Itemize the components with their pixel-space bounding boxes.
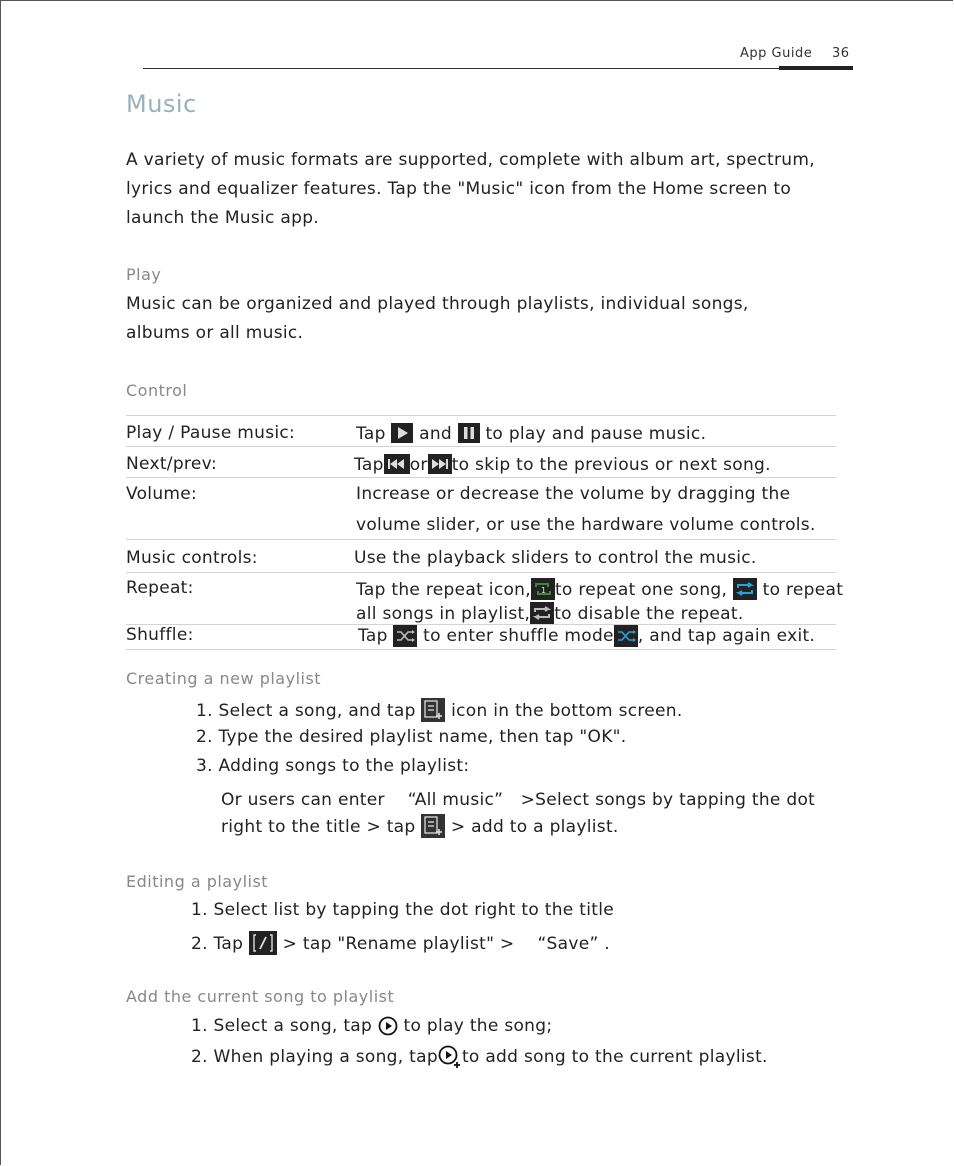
page-number: 36: [832, 46, 850, 61]
repeat-all-icon: [733, 578, 757, 600]
table-rule: [126, 572, 836, 573]
table-rule: [126, 477, 836, 478]
control-label-shuffle: Shuffle:: [126, 625, 194, 645]
new-playlist-heading: Creating a new playlist: [126, 669, 322, 688]
repeat-off-icon: [530, 602, 554, 624]
new-playlist-step-3: 3. Adding songs to the playlist:: [196, 756, 470, 776]
control-label-volume: Volume:: [126, 484, 198, 504]
add-playlist-icon: [421, 698, 445, 722]
step-text: 1. Select a song, and tap: [196, 701, 416, 721]
step-text: 2. When playing a song, tap: [191, 1047, 438, 1067]
control-desc-volume-line1: Increase or decrease the volume by dragging the: [356, 484, 791, 504]
page-title: Music: [126, 90, 197, 118]
edit-playlist-step-1: 1. Select list by tapping the dot right to the title: [191, 900, 614, 920]
control-desc-volume-line2: volume slider, or use the hardware volume controls.: [356, 515, 816, 535]
add-playlist-icon: [421, 814, 445, 838]
new-playlist-step-5: [221, 814, 619, 838]
desc-text: to play and pause music.: [485, 424, 707, 444]
desc-text: Tap: [358, 626, 388, 646]
step-text: right to the title > tap: [221, 817, 416, 837]
desc-text: , and tap again exit.: [637, 626, 816, 646]
edit-icon: [249, 931, 277, 955]
step-text: to play the song;: [403, 1016, 553, 1036]
desc-text: or: [409, 455, 428, 475]
step-text: icon in the bottom screen.: [451, 701, 683, 721]
control-desc-shuffle: [358, 625, 815, 647]
add-current-step-1: [191, 1016, 552, 1036]
play-circle-icon: [378, 1016, 398, 1036]
control-label-next-prev: Next/prev:: [126, 454, 218, 474]
pause-icon: [458, 423, 480, 443]
table-rule: [126, 446, 836, 447]
control-desc-play-pause: [356, 423, 706, 444]
shuffle-on-icon: [614, 625, 638, 647]
desc-text: to enter shuffle mode: [423, 626, 614, 646]
desc-text: Tap: [356, 424, 386, 444]
step-text: > add to a playlist.: [450, 817, 619, 837]
desc-text: to disable the repeat.: [554, 604, 744, 624]
new-playlist-step-1: [196, 698, 683, 722]
desc-text: to skip to the previous or next song.: [451, 455, 771, 475]
step-text: > tap "Rename playlist" > “Save” .: [282, 934, 610, 954]
desc-text: to repeat one song,: [554, 580, 728, 600]
add-current-heading: Add the current song to playlist: [126, 987, 395, 1006]
new-playlist-step-2: 2. Type the desired playlist name, then tap "OK".: [196, 727, 627, 747]
desc-text: Tap: [354, 455, 384, 475]
step-text: 1. Select a song, tap: [191, 1016, 373, 1036]
previous-icon: [384, 454, 410, 474]
svg-text:1: 1: [540, 586, 547, 595]
control-desc-repeat-line1: [356, 578, 843, 600]
header-accent: [779, 66, 853, 70]
next-icon: [428, 454, 452, 474]
shuffle-off-icon: [393, 625, 417, 647]
edit-playlist-step-2: [191, 929, 610, 955]
edit-playlist-heading: Editing a playlist: [126, 872, 269, 891]
desc-text: all songs in playlist,: [356, 604, 531, 624]
control-label-music-controls: Music controls:: [126, 548, 258, 568]
step-text: 2. Tap: [191, 934, 244, 954]
intro-paragraph: A variety of music formats are supported, complete with album art, spectrum, lyrics and equalizer features. Tap the "Music" icon from the Home screen to launch the Music app.: [126, 150, 815, 228]
table-rule: [126, 415, 836, 416]
header-section: App Guide: [740, 46, 813, 61]
control-desc-repeat-line2: [356, 602, 744, 624]
table-rule: [126, 539, 836, 540]
control-desc-music-controls: Use the playback sliders to control the music.: [354, 548, 757, 568]
play-add-icon: [438, 1045, 462, 1069]
control-label-repeat: Repeat:: [126, 578, 194, 598]
play-heading: Play: [126, 265, 162, 284]
play-paragraph: Music can be organized and played through playlists, individual songs, albums or all music.: [126, 294, 749, 343]
repeat-one-icon: [531, 578, 555, 600]
play-icon: [391, 423, 413, 443]
table-rule: [126, 649, 836, 650]
desc-text: Tap the repeat icon,: [356, 580, 531, 600]
new-playlist-step-4: Or users can enter “All music” >Select songs by tapping the dot: [221, 790, 816, 810]
step-text: to add song to the current playlist.: [461, 1047, 768, 1067]
control-heading: Control: [126, 381, 188, 400]
add-current-step-2: [191, 1045, 768, 1069]
desc-text: to repeat: [762, 580, 844, 600]
header-rule: [143, 68, 853, 69]
control-desc-next-prev: [354, 454, 771, 475]
desc-text: and: [419, 424, 453, 444]
control-label-play-pause: Play / Pause music:: [126, 423, 296, 443]
